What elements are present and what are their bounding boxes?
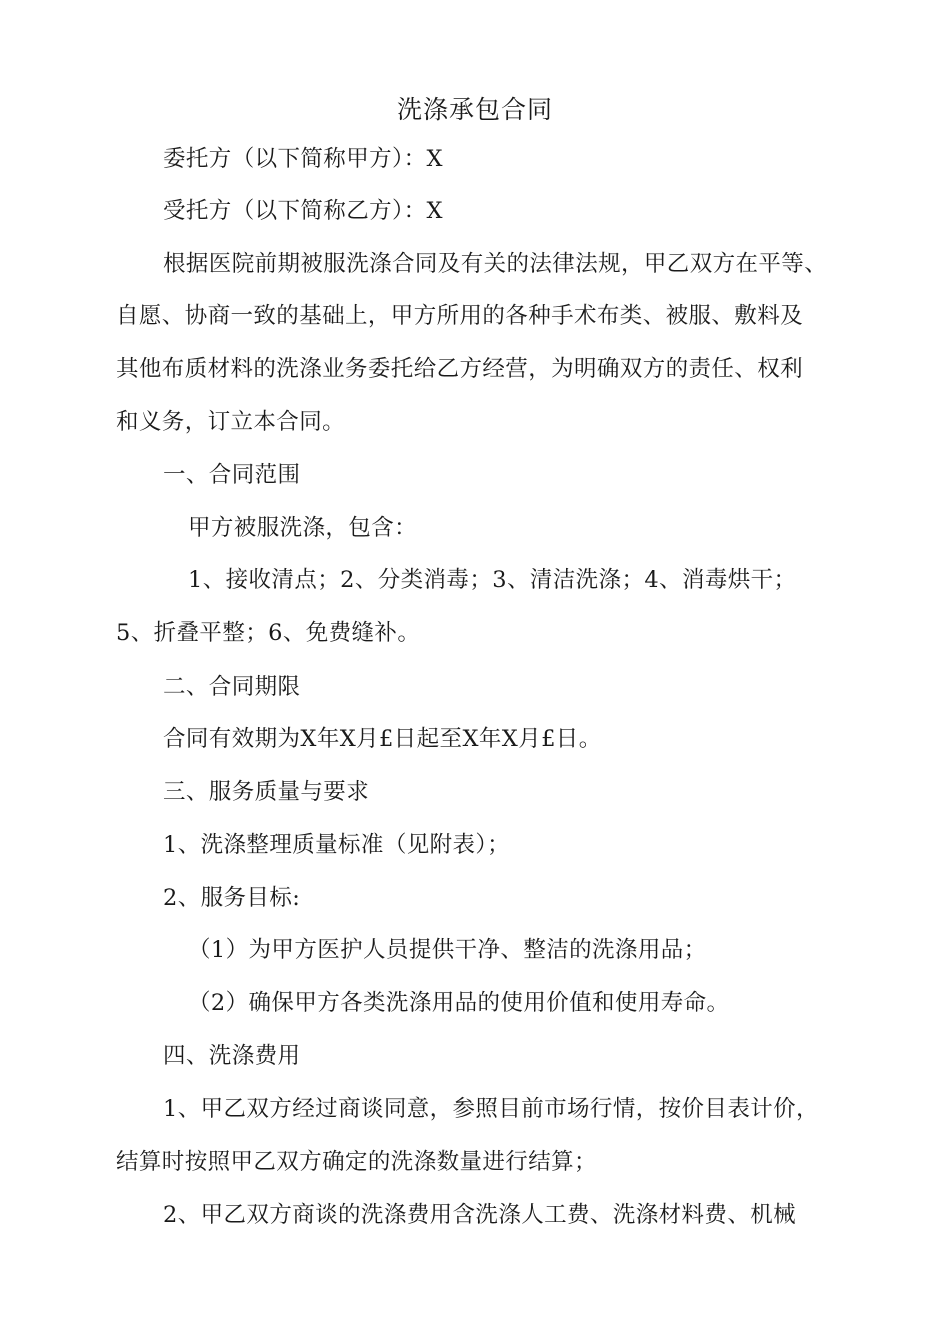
preamble-line-2: 自愿、协商一致的基础上，甲方所用的各种手术布类、被服、敷料及 bbox=[116, 303, 804, 329]
preamble-line-3: 其他布质材料的洗涤业务委托给乙方经营，为明确双方的责任、权利 bbox=[116, 356, 804, 382]
document-title: 洗涤承包合同 bbox=[396, 95, 553, 124]
scope-line-1: 甲方被服洗涤，包含： bbox=[188, 515, 418, 541]
quality-line-3: （1）为甲方医护人员提供干净、整洁的洗涤用品； bbox=[188, 937, 707, 963]
section-heading-scope: 一、合同范围 bbox=[163, 462, 301, 488]
quality-line-1: 1、洗涤整理质量标准（见附表）； bbox=[163, 832, 510, 858]
preamble-line-4: 和义务，订立本合同。 bbox=[116, 409, 346, 435]
fees-line-2: 结算时按照甲乙双方确定的洗涤数量进行结算； bbox=[116, 1149, 597, 1175]
section-heading-fees: 四、洗涤费用 bbox=[163, 1043, 301, 1069]
scope-line-3: 5、折叠平整；6、免费缝补。 bbox=[116, 620, 421, 646]
preamble-line-1: 根据医院前期被服洗涤合同及有关的法律法规，甲乙双方在平等、 bbox=[163, 251, 828, 277]
section-heading-term: 二、合同期限 bbox=[163, 674, 301, 700]
quality-line-2: 2、服务目标: bbox=[163, 885, 301, 911]
section-heading-quality: 三、服务质量与要求 bbox=[163, 779, 370, 805]
fees-line-1: 1、甲乙双方经过商谈同意，参照目前市场行情，按价目表计价， bbox=[163, 1096, 819, 1122]
fees-line-3: 2、甲乙双方商谈的洗涤费用含洗涤人工费、洗涤材料费、机械 bbox=[163, 1202, 797, 1228]
term-line: 合同有效期为X年X月£日起至X年X月£日。 bbox=[163, 726, 602, 752]
party-b-line: 受托方（以下简称乙方）：X bbox=[163, 198, 443, 224]
party-a-line: 委托方（以下简称甲方）：X bbox=[163, 146, 443, 172]
scope-line-2: 1、接收清点；2、分类消毒；3、清洁洗涤；4、消毒烘干； bbox=[188, 567, 797, 593]
quality-line-4: （2）确保甲方各类洗涤用品的使用价值和使用寿命。 bbox=[188, 990, 730, 1016]
